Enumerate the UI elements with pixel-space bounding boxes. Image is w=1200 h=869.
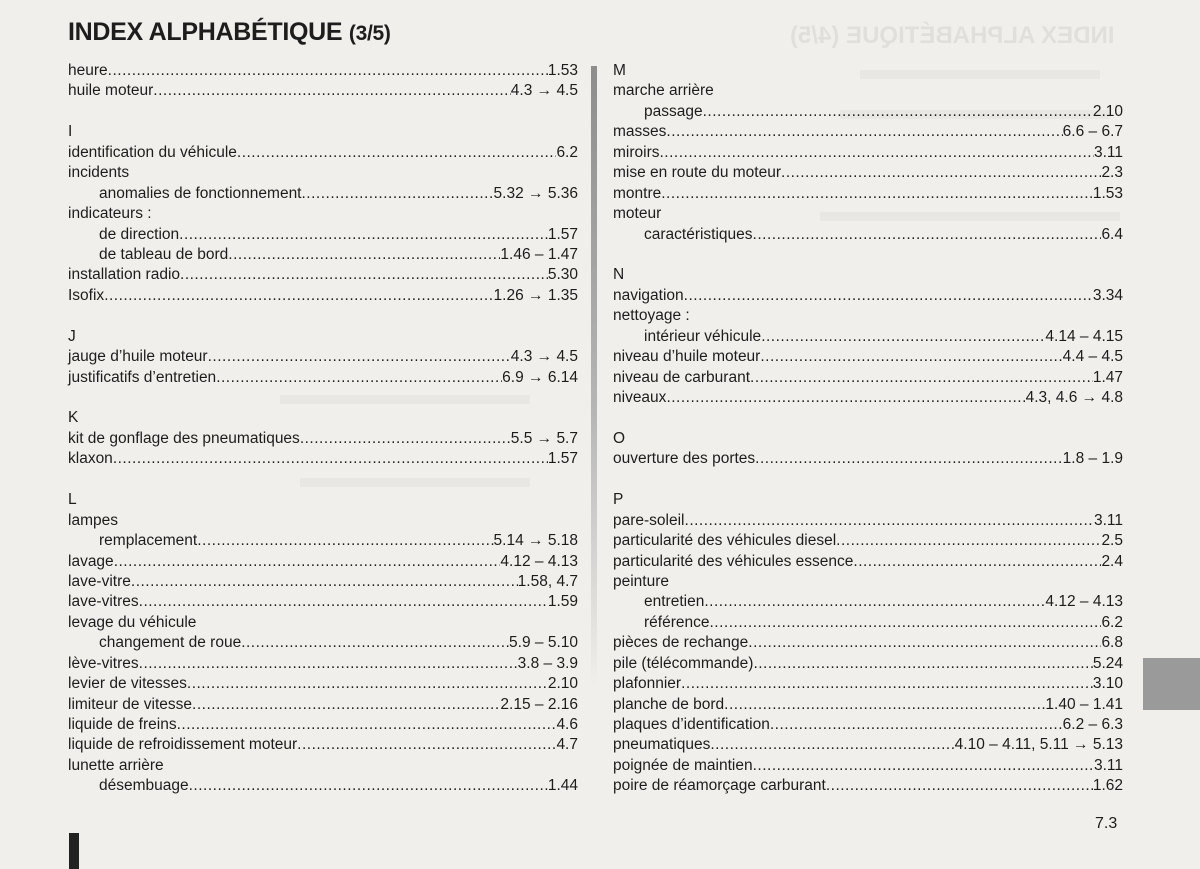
dot-leader <box>131 572 518 592</box>
index-entry <box>613 674 1123 694</box>
index-subentry <box>613 225 1123 245</box>
index-entry-label: plafonnier <box>613 675 682 693</box>
index-entry-label: niveaux <box>613 389 667 406</box>
index-letter: O <box>613 429 626 447</box>
column-divider <box>591 66 597 686</box>
dot-leader <box>836 531 1101 551</box>
index-entry-label: changement de roue <box>99 634 242 652</box>
index-page-reference: 4.12 – 4.13 <box>500 552 578 570</box>
index-entry-label: moteur <box>613 205 662 223</box>
index-letter-heading <box>68 490 578 510</box>
index-page-reference: 5.14 → 5.18 <box>493 532 578 550</box>
dot-leader <box>153 81 510 101</box>
index-spacer <box>613 470 1123 490</box>
dot-leader <box>753 225 1102 245</box>
index-entry <box>613 633 1123 653</box>
index-entry <box>613 572 1123 592</box>
index-entry <box>613 531 1123 551</box>
dot-leader <box>228 245 500 265</box>
index-letter: P <box>613 491 624 509</box>
index-entry-label: désembuage <box>99 777 189 795</box>
dot-leader <box>704 592 1045 612</box>
index-spacer <box>613 245 1123 265</box>
dot-leader <box>297 735 556 755</box>
index-entry-label: poire de réamorçage carburant <box>613 777 826 795</box>
index-entry-label: ouverture des portes <box>613 450 756 468</box>
index-entry <box>68 592 578 612</box>
dot-leader <box>760 347 1062 367</box>
index-page-reference: 4.3, 4.6 → 4.8 <box>1025 389 1123 406</box>
index-letter-heading <box>68 408 578 428</box>
index-entry <box>68 368 578 388</box>
dot-leader <box>208 347 511 367</box>
index-page-reference: 3.11 <box>1093 143 1123 161</box>
dot-leader <box>139 654 518 674</box>
index-page-reference: 5.5 → 5.7 <box>510 429 578 447</box>
index-entry-label: kit de gonflage des pneumatiques <box>68 429 300 447</box>
index-entry <box>68 81 578 101</box>
index-page-reference: 6.2 <box>1101 613 1123 631</box>
index-page-reference: 4.3 → 4.5 <box>510 82 578 100</box>
index-entry <box>68 511 578 531</box>
dot-leader <box>302 184 494 204</box>
dot-leader <box>189 776 548 796</box>
index-entry-label: limiteur de vitesse <box>68 695 193 713</box>
index-entry-label: nettoyage : <box>613 307 690 325</box>
index-entry <box>613 306 1123 326</box>
index-entry-label: référence <box>644 613 710 631</box>
index-entry-label: pièces de rechange <box>613 634 749 652</box>
index-page-reference: 1.57 <box>547 450 578 468</box>
dot-leader <box>685 511 1094 531</box>
dot-leader <box>750 368 1093 388</box>
index-subentry <box>613 102 1123 122</box>
index-page-reference: 1.40 – 1.41 <box>1045 695 1123 713</box>
index-entry-label: poignée de maintien <box>613 756 753 774</box>
index-entry-label: levage du véhicule <box>68 613 197 631</box>
dot-leader <box>770 715 1063 735</box>
index-entry-label: anomalies de fonctionnement <box>99 184 302 202</box>
index-page-reference: 1.57 <box>547 225 578 243</box>
index-column-right <box>613 61 1123 797</box>
index-page-reference: 4.12 – 4.13 <box>1045 593 1123 611</box>
index-page-reference: 6.9 → 6.14 <box>502 368 578 386</box>
index-entry-label: Isofix <box>68 286 105 304</box>
index-entry-label: lave-vitre <box>68 572 131 590</box>
dot-leader <box>724 695 1045 715</box>
index-letter: I <box>68 123 73 141</box>
page-number: 7.3 <box>1095 815 1118 832</box>
index-entry <box>68 695 578 715</box>
dot-leader <box>179 225 548 245</box>
index-entry-label: montre <box>613 184 662 202</box>
dot-leader <box>197 531 493 551</box>
index-page-reference: 4.3 → 4.5 <box>510 348 578 366</box>
dot-leader <box>709 613 1101 633</box>
index-letter: J <box>68 327 76 345</box>
dot-leader <box>853 552 1101 572</box>
dot-leader <box>104 286 493 306</box>
index-page-reference: 3.10 <box>1092 675 1123 693</box>
index-letter-heading <box>613 490 1123 510</box>
index-entry <box>68 163 578 183</box>
index-entry <box>68 286 578 306</box>
dot-leader <box>753 756 1094 776</box>
index-page-reference: 2.15 – 2.16 <box>500 695 578 713</box>
index-page-reference: 1.44 <box>547 777 578 795</box>
index-letter-heading <box>613 429 1123 449</box>
index-page-reference: 5.9 – 5.10 <box>509 634 578 652</box>
index-entry-label: klaxon <box>68 450 113 468</box>
dot-leader <box>114 552 501 572</box>
index-entry <box>68 674 578 694</box>
dot-leader <box>755 449 1063 469</box>
chapter-thumb-tab <box>1143 658 1200 710</box>
dot-leader <box>748 633 1101 653</box>
index-subentry <box>613 592 1123 612</box>
dot-leader <box>666 388 1025 408</box>
index-entry-label: pare-soleil <box>613 511 685 529</box>
index-letter-heading <box>613 61 1123 81</box>
index-page-reference: 2.10 <box>1092 102 1123 120</box>
dot-leader <box>826 776 1093 796</box>
index-entry-label: niveau de carburant <box>613 368 751 386</box>
dot-leader <box>237 143 557 163</box>
index-entry <box>613 388 1123 408</box>
index-page-reference: 6.4 <box>1101 225 1123 243</box>
index-entry <box>613 184 1123 204</box>
index-entry-label: masses <box>613 123 667 141</box>
index-entry-label: lampes <box>68 511 118 529</box>
index-page-reference: 1.59 <box>547 593 578 611</box>
index-page-reference: 5.32 → 5.36 <box>493 184 578 202</box>
index-entry <box>613 654 1123 674</box>
index-page-reference: 1.47 <box>1092 368 1123 386</box>
index-page-reference: 4.4 – 4.5 <box>1062 348 1123 366</box>
index-entry-label: peinture <box>613 572 670 590</box>
index-entry <box>613 143 1123 163</box>
page-title-text: INDEX ALPHABÉTIQUE <box>68 18 343 46</box>
index-entry <box>68 756 578 776</box>
index-entry <box>68 429 578 449</box>
index-page-reference: 2.3 <box>1101 164 1123 182</box>
index-entry-label: indicateurs : <box>68 205 152 223</box>
index-entry-label: remplacement <box>99 532 198 550</box>
index-letter-heading <box>68 327 578 347</box>
index-subentry <box>68 225 578 245</box>
index-entry-label: liquide de freins <box>68 716 177 733</box>
index-subentry <box>68 245 578 265</box>
index-entry-label: particularité des véhicules diesel <box>613 532 837 550</box>
index-subentry <box>68 633 578 653</box>
dot-leader <box>681 674 1093 694</box>
index-entry-label: particularité des véhicules essence <box>613 552 854 570</box>
index-entry-label: huile moteur <box>68 82 154 100</box>
dot-leader <box>710 735 954 755</box>
index-page-reference: 4.6 <box>556 716 578 733</box>
index-page-reference: 1.62 <box>1092 777 1123 795</box>
index-entry <box>68 715 578 735</box>
dot-leader <box>761 327 1045 347</box>
index-entry-label: pneumatiques <box>613 736 711 754</box>
bottom-margin-bar <box>69 833 79 869</box>
dot-leader <box>703 102 1093 122</box>
index-entry <box>68 735 578 755</box>
index-entry <box>613 347 1123 367</box>
index-entry <box>613 368 1123 388</box>
index-page-reference: 3.11 <box>1093 756 1123 774</box>
index-letter: L <box>68 491 77 509</box>
index-letter: N <box>613 266 625 284</box>
index-entry <box>68 654 578 674</box>
dot-leader <box>216 368 502 388</box>
index-entry-label: lunette arrière <box>68 756 164 774</box>
dot-leader <box>661 184 1093 204</box>
dot-leader <box>139 592 548 612</box>
dot-leader <box>177 715 557 735</box>
index-entry-label: liquide de refroidissement moteur <box>68 736 298 754</box>
index-entry <box>613 204 1123 224</box>
index-entry-label: intérieur véhicule <box>644 327 762 345</box>
index-page-reference: 1.53 <box>547 62 578 79</box>
index-entry <box>68 143 578 163</box>
index-entry-label: lavage <box>68 552 114 570</box>
index-entry-label: justificatifs d’entretien <box>68 368 217 386</box>
index-entry-label: entretien <box>644 593 705 611</box>
page-title-part: (3/5) <box>348 22 391 45</box>
index-entry <box>613 756 1123 776</box>
index-page-reference: 3.8 – 3.9 <box>517 654 578 672</box>
dot-leader <box>241 633 509 653</box>
dot-leader <box>781 163 1101 183</box>
index-page-reference: 1.26 → 1.35 <box>493 286 578 304</box>
bleed-through-heading: INDEX ALPHABÉTIQUE (4/5) <box>790 22 1115 49</box>
index-entry-label: de tableau de bord <box>99 245 229 263</box>
index-spacer <box>68 306 578 326</box>
index-page-reference: 4.14 – 4.15 <box>1045 327 1123 345</box>
index-entry-label: mise en route du moteur <box>613 164 782 182</box>
index-subentry <box>613 327 1123 347</box>
index-entry <box>68 265 578 285</box>
index-entry <box>68 613 578 633</box>
dot-leader <box>187 674 548 694</box>
index-entry-label: niveau d’huile moteur <box>613 348 761 366</box>
index-entry-label: jauge d’huile moteur <box>68 348 208 366</box>
index-entry-label: identification du véhicule <box>68 143 237 161</box>
index-entry-label: lève-vitres <box>68 654 139 672</box>
index-entry-label: planche de bord <box>613 695 725 713</box>
index-entry <box>613 552 1123 572</box>
dot-leader <box>300 429 511 449</box>
index-entry-label: plaques d’identification <box>613 716 770 733</box>
index-entry <box>68 572 578 592</box>
index-entry-label: heure <box>68 62 108 79</box>
dot-leader <box>113 449 548 469</box>
index-entry <box>68 61 578 81</box>
index-entry <box>68 347 578 367</box>
index-subentry <box>68 184 578 204</box>
index-page-reference: 3.11 <box>1093 511 1123 529</box>
index-entry-label: installation radio <box>68 266 181 284</box>
index-spacer <box>613 408 1123 428</box>
index-entry <box>613 449 1123 469</box>
index-page-reference: 1.8 – 1.9 <box>1062 450 1123 468</box>
index-page-reference: 5.24 <box>1092 654 1123 672</box>
index-page-reference: 2.4 <box>1101 552 1123 570</box>
index-page-reference: 1.46 – 1.47 <box>500 245 578 263</box>
dot-leader <box>192 695 500 715</box>
index-spacer <box>68 102 578 122</box>
index-letter-heading <box>68 122 578 142</box>
index-letter: K <box>68 409 79 427</box>
index-entry-label: miroirs <box>613 143 660 161</box>
dot-leader <box>180 265 548 285</box>
index-entry-label: passage <box>644 102 703 120</box>
dot-leader <box>108 61 548 81</box>
index-entry <box>613 735 1123 755</box>
index-entry-label: navigation <box>613 286 684 304</box>
index-entry <box>68 552 578 572</box>
index-page-reference: 6.2 – 6.3 <box>1062 716 1123 733</box>
dot-leader <box>660 143 1094 163</box>
page-title <box>68 18 391 47</box>
index-entry <box>613 695 1123 715</box>
index-entry-label: incidents <box>68 164 130 182</box>
index-page-reference: 6.2 <box>556 143 578 161</box>
index-spacer <box>68 470 578 490</box>
dot-leader <box>666 122 1062 142</box>
index-entry <box>613 122 1123 142</box>
index-entry-label: lave-vitres <box>68 593 139 611</box>
index-page-reference: 4.7 <box>556 736 578 754</box>
index-subentry <box>68 776 578 796</box>
index-page-reference: 3.34 <box>1092 286 1123 304</box>
index-page-reference: 2.5 <box>1101 532 1123 550</box>
index-page-reference: 1.58, 4.7 <box>517 572 578 590</box>
index-page-reference: 5.30 <box>547 266 578 284</box>
index-entry <box>613 286 1123 306</box>
index-spacer <box>68 388 578 408</box>
index-entry <box>68 449 578 469</box>
index-entry-label: levier de vitesses <box>68 675 187 693</box>
index-page-reference: 2.10 <box>547 675 578 693</box>
index-entry <box>613 163 1123 183</box>
index-page-reference: 6.8 <box>1101 634 1123 652</box>
index-page-reference: 6.6 – 6.7 <box>1062 123 1123 141</box>
index-letter: M <box>613 62 626 79</box>
index-entry <box>613 776 1123 796</box>
index-subentry <box>68 531 578 551</box>
dot-leader <box>684 286 1093 306</box>
dot-leader <box>753 654 1092 674</box>
index-column-left <box>68 61 578 797</box>
index-letter-heading <box>613 265 1123 285</box>
index-subentry <box>613 613 1123 633</box>
index-entry-label: de direction <box>99 225 180 243</box>
index-entry-label: caractéristiques <box>644 225 753 243</box>
index-entry <box>613 511 1123 531</box>
index-page-reference: 1.53 <box>1092 184 1123 202</box>
index-page-reference: 4.10 – 4.11, 5.11 → 5.13 <box>954 736 1123 754</box>
index-entry <box>68 204 578 224</box>
index-entry-label: marche arrière <box>613 82 714 100</box>
index-entry <box>613 81 1123 101</box>
index-entry-label: pile (télécommande) <box>613 654 754 672</box>
index-entry <box>613 715 1123 735</box>
